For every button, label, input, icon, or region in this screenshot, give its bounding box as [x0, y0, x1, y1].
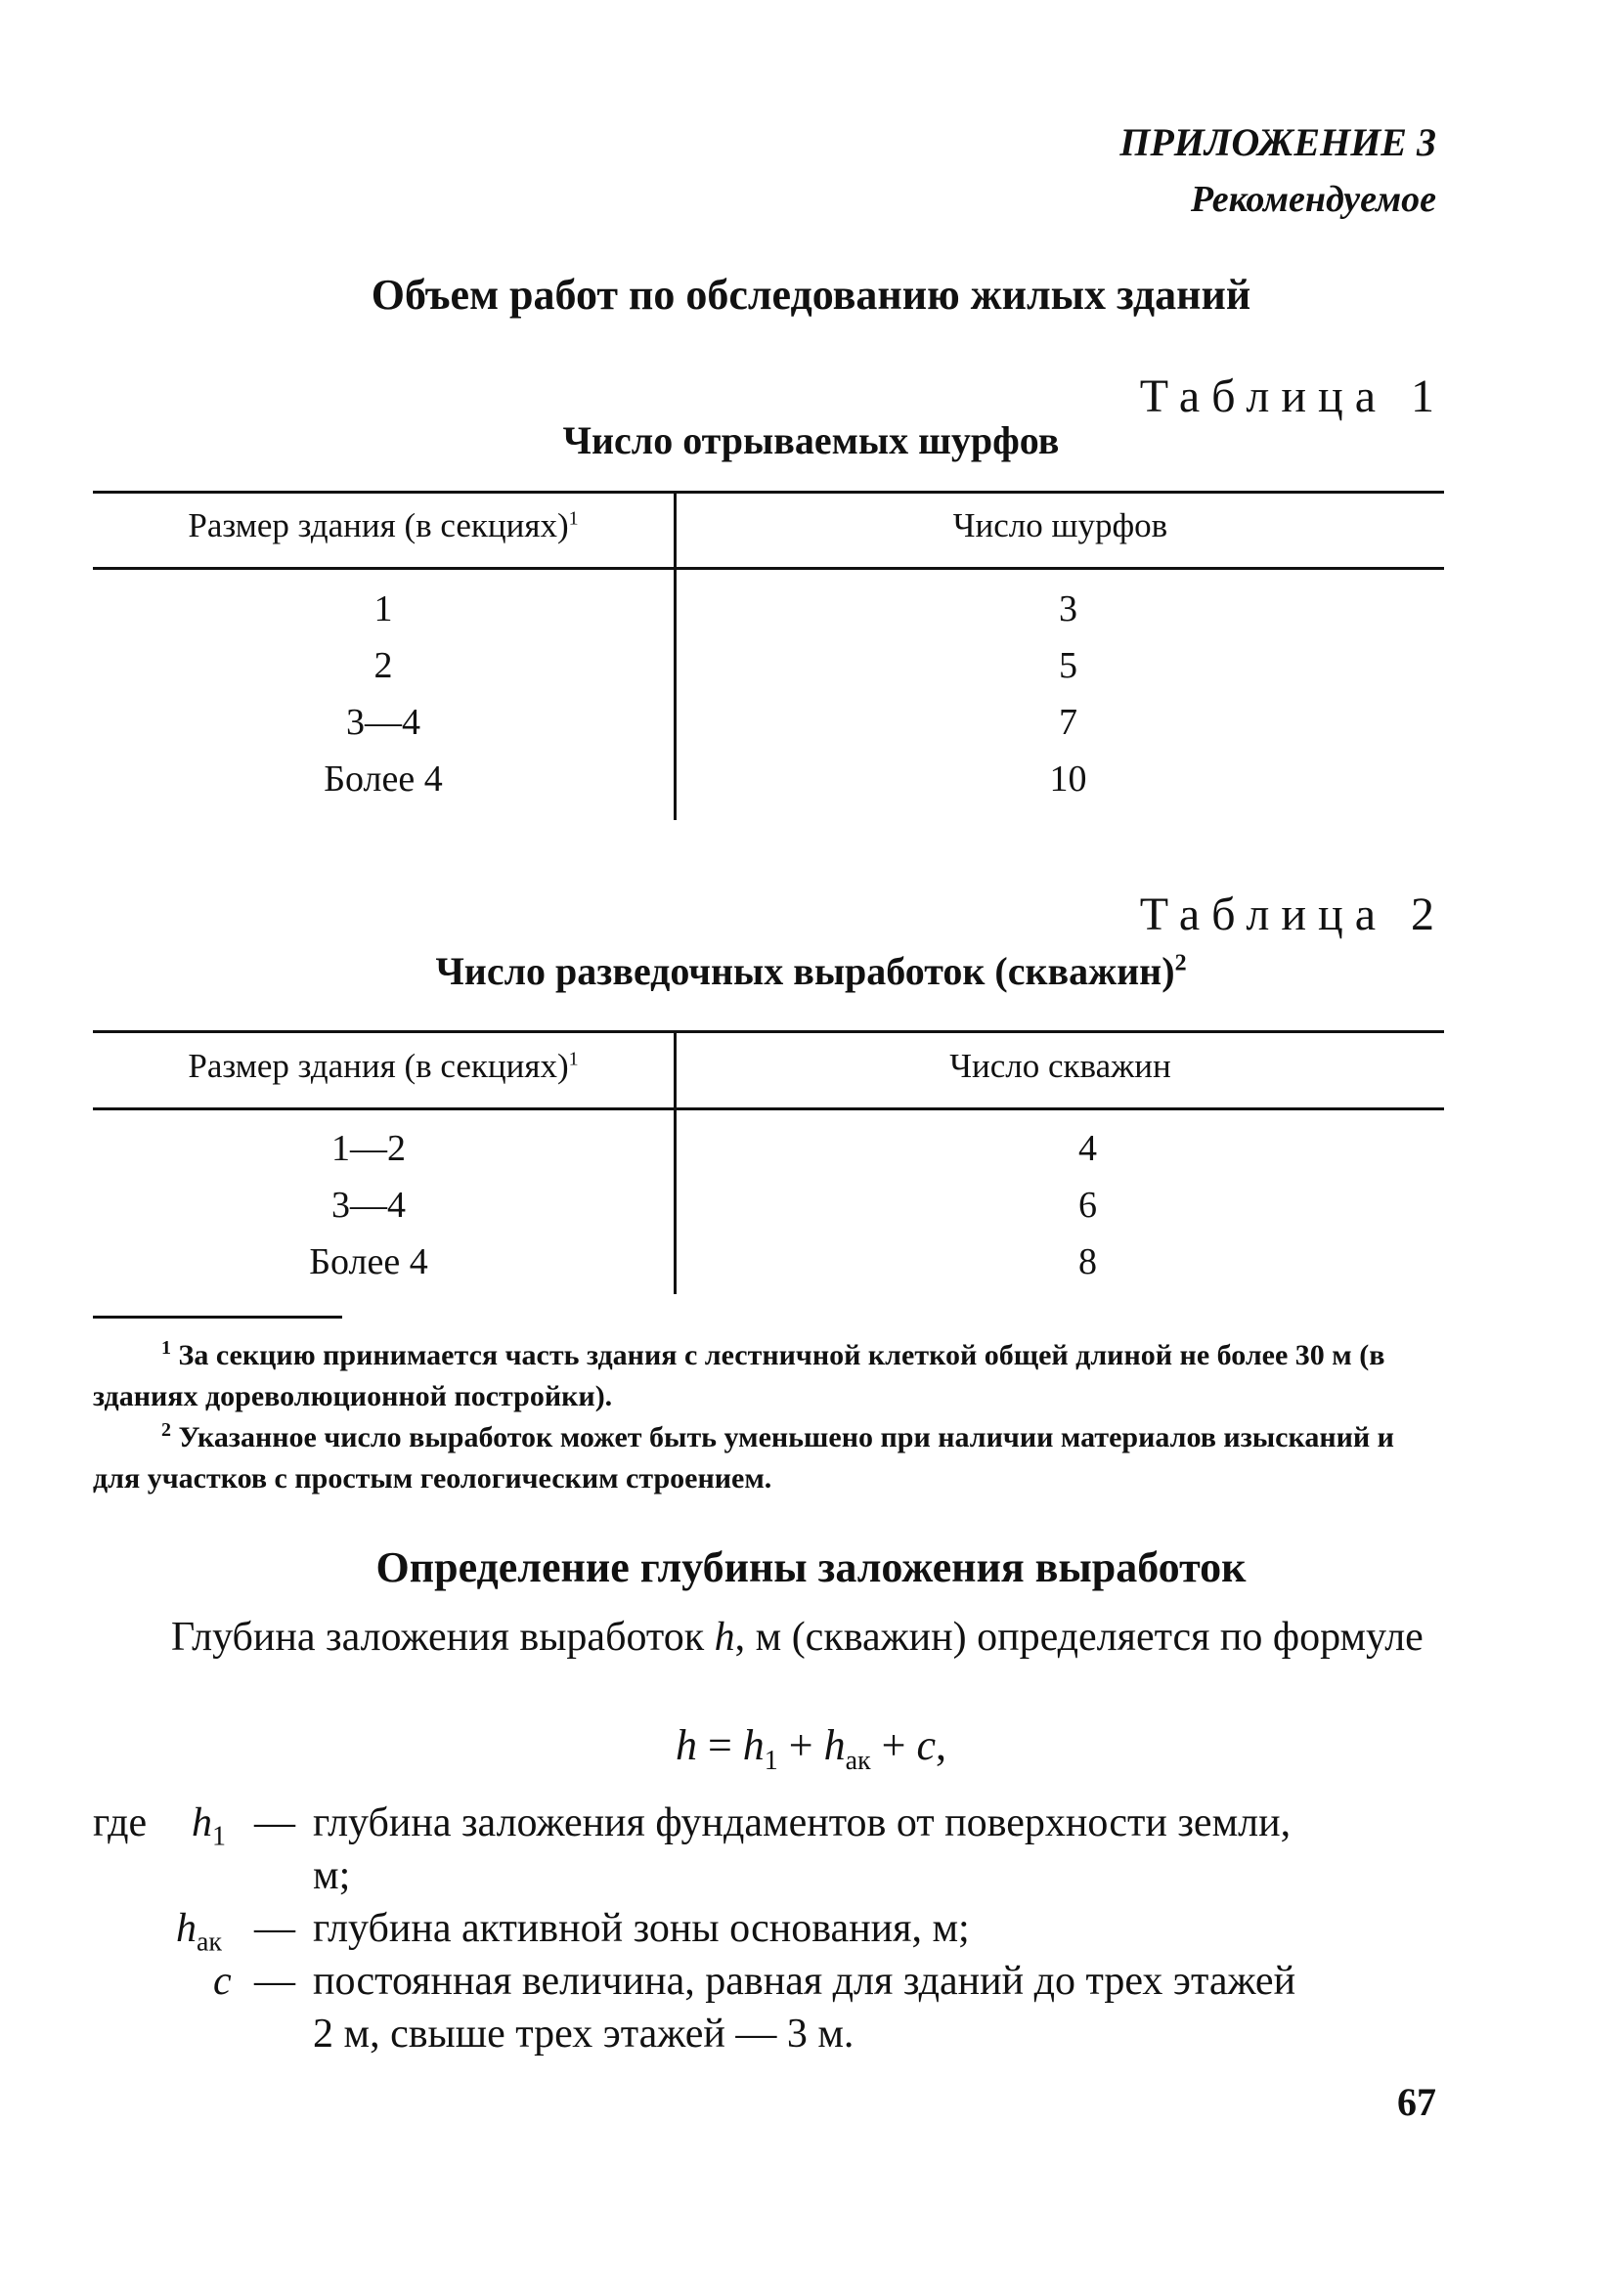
table2-cell: Более 4 — [309, 1241, 428, 1282]
footnote-mark: 2 — [161, 1419, 171, 1441]
table1-top-rule — [93, 491, 1444, 494]
formula-eq: = — [696, 1721, 743, 1769]
footnote-mark: 1 — [161, 1337, 171, 1359]
footnote-mark: 1 — [568, 507, 579, 530]
table1-title: Число отрываемых шурфов — [562, 418, 1060, 462]
def-subscript: ак — [197, 1927, 223, 1958]
table2-cell: 8 — [1078, 1241, 1097, 1282]
def-subscript: 1 — [212, 1821, 226, 1852]
footnote-mark: 1 — [568, 1048, 579, 1070]
table1-cell: Более 4 — [324, 758, 443, 800]
table1-header-count: Число шурфов — [952, 506, 1168, 544]
table2-header-size — [93, 1047, 674, 1086]
table1-cell: 5 — [1059, 645, 1077, 686]
def-dash: — — [254, 1800, 295, 1845]
def-1-symbol — [192, 1797, 226, 1863]
def-3-text: постоянная величина, равная для зданий до трех этажей — [313, 1959, 1296, 2004]
def-3-text-cont: 2 м, свыше трех этажей — 3 м. — [313, 2012, 855, 2057]
table2-cell: 4 — [1078, 1128, 1097, 1169]
formula-lhs: h — [675, 1721, 697, 1769]
def-2-text: глубина активной зоны основания, м; — [313, 1906, 970, 1951]
formula-plus: + — [777, 1721, 824, 1769]
footnote-rule — [93, 1316, 342, 1319]
formula — [0, 1720, 1622, 1777]
footnote-1 — [93, 1327, 1447, 1417]
table1-header-size — [93, 506, 674, 545]
appendix-label: ПРИЛОЖЕНИЕ 3 — [1119, 120, 1436, 164]
table2-title-text: Число разведочных выработок (скважин) — [435, 949, 1175, 993]
paragraph — [93, 1611, 1444, 1664]
table2-cell: 3—4 — [331, 1185, 406, 1226]
paragraph-text: Глубина заложения выработок — [171, 1615, 705, 1660]
def-3-symbol — [213, 1955, 232, 2008]
table2-cell: 1—2 — [331, 1128, 406, 1169]
table1-header-rule — [93, 567, 1444, 570]
table2-column-divider — [674, 1030, 677, 1294]
table1-cell: 1 — [373, 588, 393, 629]
def-symbol: h — [176, 1906, 197, 1951]
formula-term: c — [916, 1721, 937, 1769]
def-1-text-cont: м; — [313, 1853, 351, 1898]
formula-end: , — [936, 1721, 947, 1769]
page-title: Объем работ по обследованию жилых зданий — [371, 271, 1251, 319]
table1-column-divider — [674, 491, 677, 820]
table2-header-count: Число скважин — [949, 1047, 1171, 1085]
symbol-h: h — [714, 1615, 735, 1660]
def-dash: — — [254, 1959, 295, 2004]
def-dash: — — [254, 1906, 295, 1951]
table1-cell: 10 — [1049, 758, 1087, 800]
formula-subscript: 1 — [764, 1745, 778, 1776]
def-symbol: c — [213, 1959, 232, 2004]
footnote-text: За секцию принимается часть здания с лестничной клеткой общей длиной не более 30 м (в зданиях дореволюционной постройки). — [93, 1339, 1385, 1412]
table2-cell: 6 — [1078, 1185, 1097, 1226]
where-word: где — [93, 1800, 148, 1845]
footnote-mark: 2 — [1174, 950, 1187, 976]
formula-term: h — [823, 1721, 846, 1769]
footnote-text: Указанное число выработок может быть уменьшено при наличии материалов изысканий и для участков с простым геологическим строением. — [93, 1421, 1394, 1495]
formula-subscript: ак — [845, 1745, 871, 1776]
table1-label: Таблица 1 — [1139, 370, 1446, 422]
table2-header-size-text: Размер здания (в секциях) — [188, 1047, 569, 1085]
table2-top-rule — [93, 1030, 1444, 1033]
table1-header-size-text: Размер здания (в секциях) — [188, 506, 569, 544]
table1-cell: 3—4 — [346, 702, 420, 743]
table2-title — [0, 948, 1622, 994]
footnote-2 — [93, 1409, 1447, 1499]
def-symbol: h — [192, 1800, 212, 1845]
paragraph-text-cont: , м (скважин) определяется по формуле — [734, 1615, 1424, 1660]
def-1-text: глубина заложения фундаментов от поверхности земли, — [313, 1800, 1292, 1845]
formula-term: h — [742, 1721, 765, 1769]
table2-header-rule — [93, 1107, 1444, 1110]
table1-cell: 3 — [1059, 588, 1077, 629]
appendix-status: Рекомендуемое — [1190, 179, 1436, 220]
section-title: Определение глубины заложения выработок — [375, 1543, 1247, 1591]
page-number: 67 — [1397, 2080, 1436, 2124]
formula-plus: + — [870, 1721, 917, 1769]
table1-cell: 7 — [1059, 702, 1077, 743]
table2-label: Таблица 2 — [1139, 888, 1446, 940]
table1-cell: 2 — [373, 645, 393, 686]
